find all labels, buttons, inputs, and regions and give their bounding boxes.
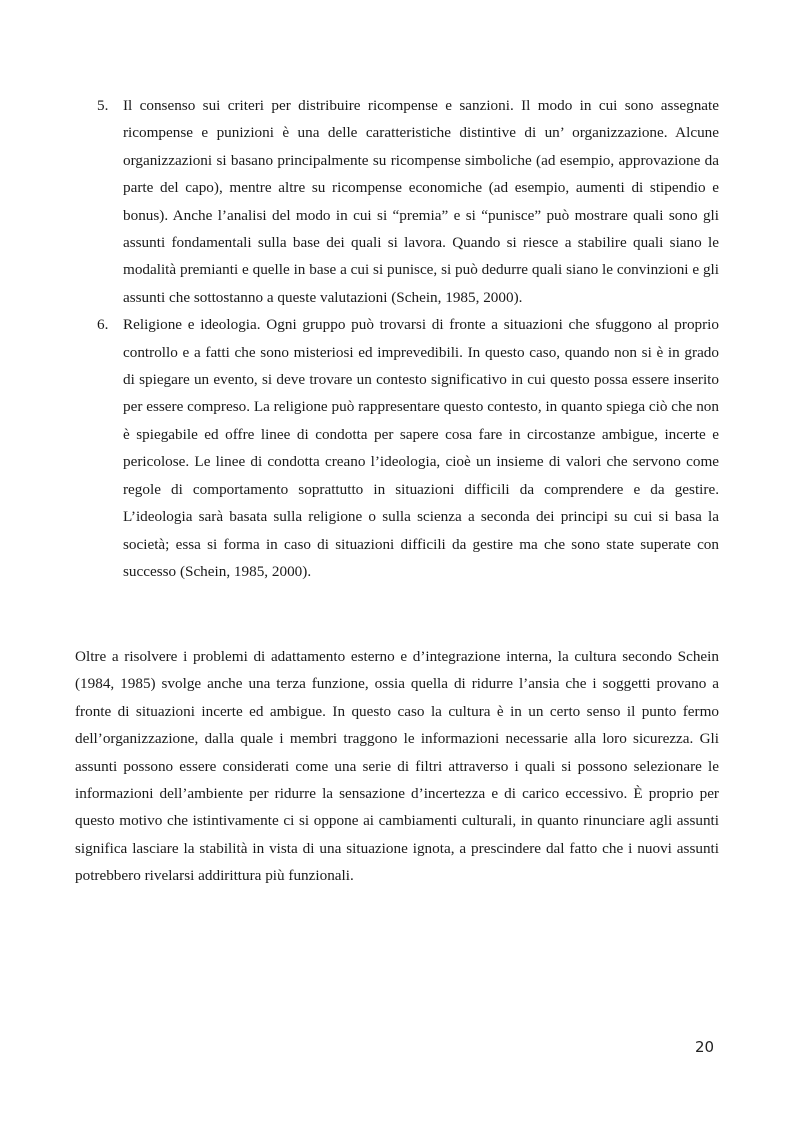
- list-item-5: [97, 92, 719, 311]
- list-item-number: 6.: [97, 316, 109, 334]
- list-item-number: 5.: [97, 97, 109, 114]
- list-item-6: [97, 311, 719, 585]
- page-number: 20: [695, 1038, 715, 1056]
- body-paragraph: Oltre a risolvere i problemi di adattamento esterno e d’integrazione interna, la cultura secondo Schein (1984, 1985) svolge anche una terza funzione, ossia quella di ridurre l’ansia che i soggetti provano a fronte di situazioni incerte ed ambigue. In questo caso la cultura è in un certo senso il punto fermo dell’organizzazione, dalla quale i membri traggono le informazioni necessarie alla loro sicurezza. Gli assunti possono essere considerati come una serie di filtri attraverso i quali si possono selezionare le informazioni dell’ambiente per ridurre la sensazione d’incertezza e di carico eccessivo. È proprio per questo motivo che istintivamente ci si oppone ai cambiamenti culturali, in quanto rinunciare agli assunti significa lasciare la stabilità in vista di una situazione ignota, a prescindere dal fatto che i nuovi assunti potrebbero rivelarsi addirittura più funzionali.: [75, 648, 719, 885]
- list-item-text: Religione e ideologia. Ogni gruppo può trovarsi di fronte a situazioni che sfuggono al proprio controllo e a fatti che sono misteriosi ed imprevedibili. In questo caso, quando non si è in grado di spiegare un evento, si deve trovare un contesto significativo in cui questo possa essere inserito per essere compreso. La religione può rappresentare questo contesto, in quanto spiega ciò che non è spiegabile ed offre linee di condotta per sapere cosa fare in circostanze ambigue, incerte e pericolose. Le linee di condotta creano l’ideologia, cioè un insieme di valori che servono come regole di comportamento soprattutto in situazioni difficili da comprendere e da gestire. L’ideologia sarà basata sulla religione o sulla scienza a seconda dei principi su cui si basa la società; essa si forma in caso di situazioni difficili da gestire ma che sono state superate con successo (Schein, 1985, 2000).: [123, 316, 719, 580]
- list-item-text: Il consenso sui criteri per distribuire ricompense e sanzioni. Il modo in cui sono assegnate ricompense e punizioni è una delle caratteristiche distintive di un’ organizzazione. Alcune organizzazioni si basano principalmente su ricompense simboliche (ad esempio, approvazione da parte del capo), mentre altre su ricompense economiche (ad esempio, aumenti di stipendio e bonus). Anche l’analisi del modo in cui si “premia” e si “punisce” può mostrare quali sono gli assunti fondamentali sulla base dei quali si lavora. Quando si riesce a stabilire quali siano le modalità premianti e quelle in base a cui si punisce, si può dedurre quali siano le convinzioni e gli assunti che sottostanno a queste valutazioni (Schein, 1985, 2000).: [123, 97, 719, 306]
- numbered-list: [97, 92, 719, 585]
